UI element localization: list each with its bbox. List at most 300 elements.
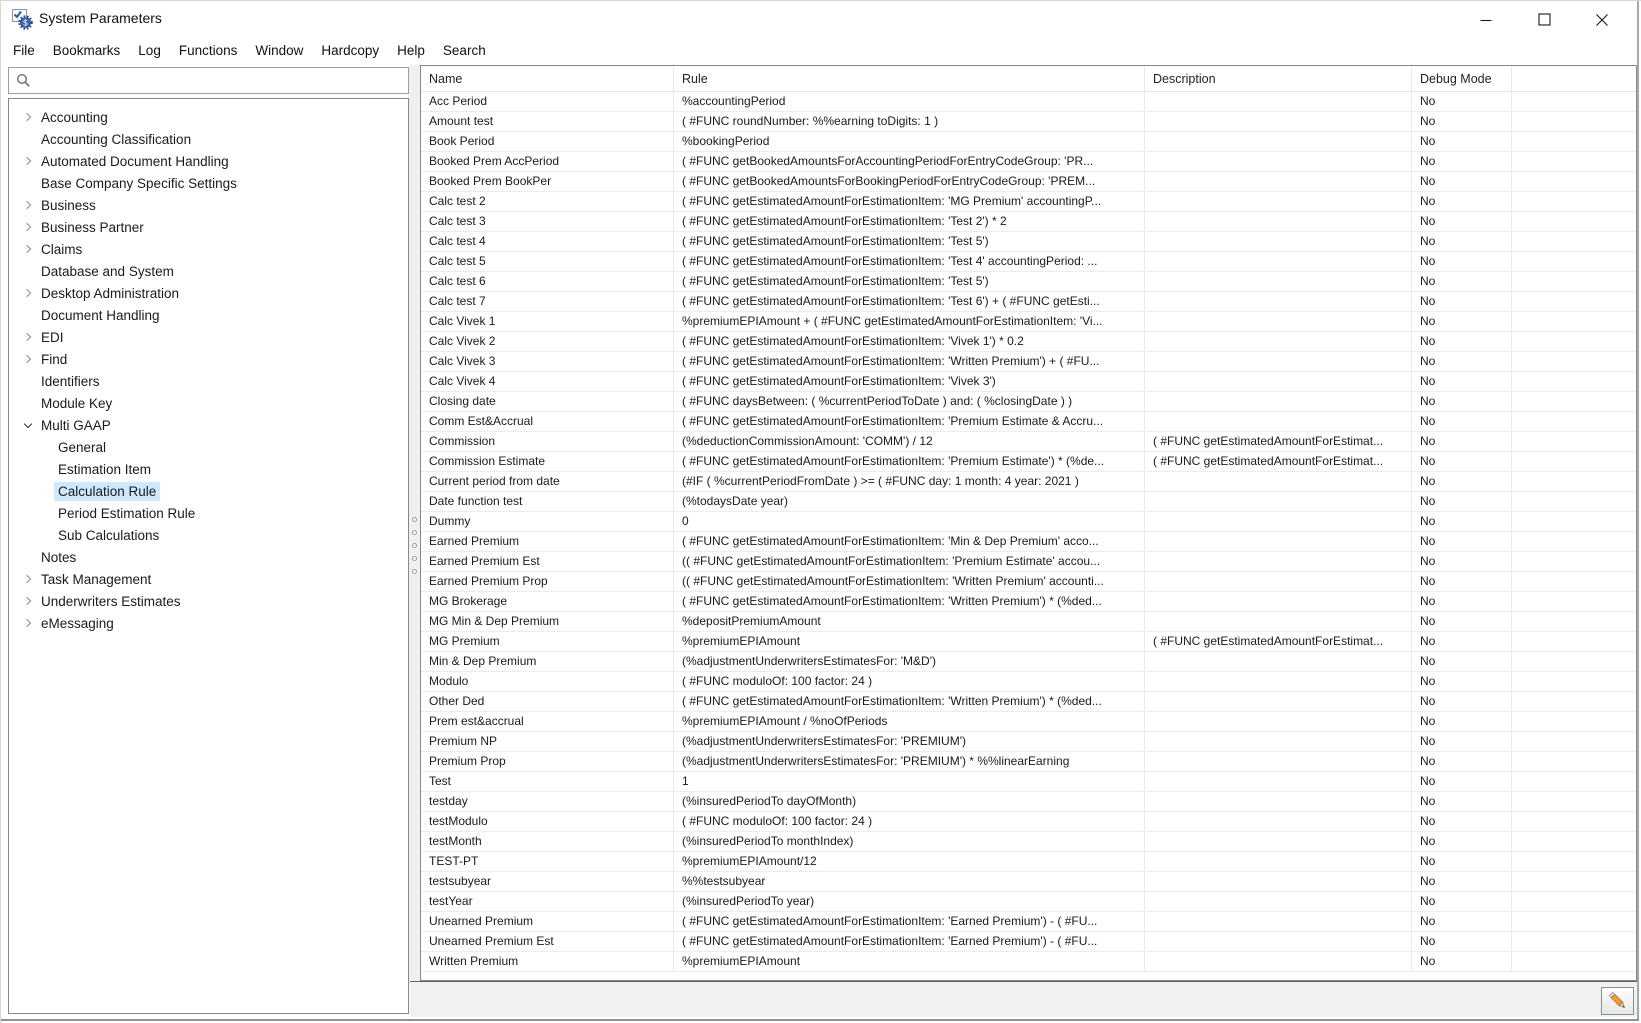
cell-rule: (%adjustmentUnderwritersEstimatesFor: 'PREMIUM') * %%linearEarning	[674, 752, 1145, 772]
cell-filler	[1512, 392, 1636, 412]
sidebar-item-sub-calculations[interactable]	[9, 524, 408, 546]
cell-name: Closing date	[421, 392, 674, 412]
splitter-grip-dot	[412, 543, 417, 548]
cell-description	[1145, 292, 1412, 312]
status-bar	[410, 981, 1637, 1017]
cell-description	[1145, 372, 1412, 392]
cell-description	[1145, 572, 1412, 592]
sidebar-item-business-partner[interactable]	[9, 216, 408, 238]
cell-name: Booked Prem BookPer	[421, 172, 674, 192]
cell-filler	[1512, 92, 1636, 112]
cell-rule: %depositPremiumAmount	[674, 612, 1145, 632]
table-row[interactable]	[421, 652, 1636, 672]
cell-description	[1145, 852, 1412, 872]
pencil-icon	[1607, 990, 1629, 1012]
cell-name: MG Min & Dep Premium	[421, 612, 674, 632]
cell-rule: 0	[674, 512, 1145, 532]
table-row[interactable]	[421, 612, 1636, 632]
window-controls	[1457, 1, 1631, 38]
close-button[interactable]	[1573, 1, 1631, 38]
cell-rule: ( #FUNC getEstimatedAmountForEstimationItem: 'Written Premium') * (%ded...	[674, 692, 1145, 712]
cell-debug-mode: No	[1412, 952, 1512, 972]
tree-item-label: Identifiers	[41, 373, 100, 389]
menu-item-hardcopy[interactable]: Hardcopy	[321, 43, 380, 58]
sidebar-item-calculation-rule[interactable]	[9, 480, 408, 502]
menu-item-window[interactable]: Window	[255, 43, 304, 58]
cell-name: Book Period	[421, 132, 674, 152]
cell-description	[1145, 612, 1412, 632]
cell-filler	[1512, 472, 1636, 492]
sidebar-item-accounting-classification[interactable]	[9, 128, 408, 150]
sidebar-item-edi[interactable]	[9, 326, 408, 348]
cell-debug-mode: No	[1412, 112, 1512, 132]
tree-item-label: Underwriters Estimates	[41, 593, 181, 609]
panel-splitter[interactable]	[409, 65, 420, 981]
table-row[interactable]	[421, 812, 1636, 832]
column-header-filler	[1512, 66, 1636, 92]
cell-name: Calc test 4	[421, 232, 674, 252]
cell-rule: ( #FUNC getBookedAmountsForBookingPeriodForEntryCodeGroup: 'PREM...	[674, 172, 1145, 192]
cell-rule: (( #FUNC getEstimatedAmountForEstimationItem: 'Written Premium' accounti...	[674, 572, 1145, 592]
chevron-right-icon[interactable]	[23, 113, 31, 121]
cell-description	[1145, 712, 1412, 732]
cell-filler	[1512, 272, 1636, 292]
tree-item-label: Calculation Rule	[54, 482, 160, 501]
cell-debug-mode: No	[1412, 732, 1512, 752]
cell-filler	[1512, 892, 1636, 912]
sidebar-item-automated-document-handling[interactable]	[9, 150, 408, 172]
chevron-down-icon[interactable]	[24, 420, 32, 428]
tree-item-label: Sub Calculations	[58, 527, 160, 543]
menu-item-bookmarks[interactable]: Bookmarks	[52, 43, 121, 58]
cell-name: Calc test 6	[421, 272, 674, 292]
cell-filler	[1512, 312, 1636, 332]
cell-rule: ( #FUNC getBookedAmountsForAccountingPeriodForEntryCodeGroup: 'PR...	[674, 152, 1145, 172]
cell-name: Booked Prem AccPeriod	[421, 152, 674, 172]
cell-debug-mode: No	[1412, 792, 1512, 812]
cell-name: Unearned Premium Est	[421, 932, 674, 952]
table-row[interactable]	[421, 912, 1636, 932]
cell-rule: ( #FUNC getEstimatedAmountForEstimationItem: 'Premium Estimate') * (%de...	[674, 452, 1145, 472]
sidebar-item-underwriters-estimates[interactable]	[9, 590, 408, 612]
chevron-right-icon[interactable]	[23, 201, 31, 209]
cell-debug-mode: No	[1412, 612, 1512, 632]
cell-filler	[1512, 852, 1636, 872]
search-input[interactable]	[37, 70, 408, 91]
window-right-border	[1637, 1, 1639, 1021]
menu-bar	[1, 38, 1637, 64]
table-row[interactable]	[421, 792, 1636, 812]
cell-description	[1145, 532, 1412, 552]
cell-rule: ( #FUNC getEstimatedAmountForEstimationItem: 'Min & Dep Premium' acco...	[674, 532, 1145, 552]
sidebar-item-emessaging[interactable]	[9, 612, 408, 634]
cell-rule: ( #FUNC getEstimatedAmountForEstimationItem: 'Test 6') + ( #FUNC getEsti...	[674, 292, 1145, 312]
tree-item-label: eMessaging	[41, 615, 114, 631]
menu-item-functions[interactable]: Functions	[178, 43, 238, 58]
cell-description	[1145, 872, 1412, 892]
cell-name: Calc test 2	[421, 192, 674, 212]
cell-name: testMonth	[421, 832, 674, 852]
cell-filler	[1512, 332, 1636, 352]
cell-name: Acc Period	[421, 92, 674, 112]
cell-name: Premium Prop	[421, 752, 674, 772]
table-row[interactable]	[421, 292, 1636, 312]
minimize-button[interactable]	[1457, 1, 1515, 38]
column-header-rule[interactable]: Rule	[674, 66, 1145, 92]
cell-rule: (%deductionCommissionAmount: 'COMM') / 12	[674, 432, 1145, 452]
table-row[interactable]	[421, 892, 1636, 912]
table-row[interactable]	[421, 832, 1636, 852]
table-row[interactable]	[421, 132, 1636, 152]
tree-item-label: EDI	[41, 329, 64, 345]
cell-rule: ( #FUNC daysBetween: ( %currentPeriodToDate ) and: ( %closingDate ) )	[674, 392, 1145, 412]
chevron-right-icon[interactable]	[23, 223, 31, 231]
cell-description	[1145, 492, 1412, 512]
sidebar-item-notes[interactable]	[9, 546, 408, 568]
cell-rule: ( #FUNC getEstimatedAmountForEstimationItem: 'Test 5')	[674, 232, 1145, 252]
tree-indent-spacer	[19, 260, 37, 282]
cell-filler	[1512, 352, 1636, 372]
cell-debug-mode: No	[1412, 592, 1512, 612]
table-row[interactable]	[421, 432, 1636, 452]
cell-description	[1145, 812, 1412, 832]
cell-rule: %premiumEPIAmount + ( #FUNC getEstimatedAmountForEstimationItem: 'Vi...	[674, 312, 1145, 332]
table-row[interactable]	[421, 392, 1636, 412]
cell-debug-mode: No	[1412, 432, 1512, 452]
cell-description	[1145, 352, 1412, 372]
cell-debug-mode: No	[1412, 252, 1512, 272]
table-row[interactable]	[421, 352, 1636, 372]
cell-description	[1145, 312, 1412, 332]
cell-description	[1145, 332, 1412, 352]
table-row[interactable]	[421, 92, 1636, 112]
cell-filler	[1512, 752, 1636, 772]
sidebar-item-general[interactable]	[9, 436, 408, 458]
table-row[interactable]	[421, 632, 1636, 652]
parameters-table	[420, 65, 1637, 981]
cell-debug-mode: No	[1412, 912, 1512, 932]
sidebar-item-module-key[interactable]	[9, 392, 408, 414]
cell-filler	[1512, 692, 1636, 712]
cell-filler	[1512, 812, 1636, 832]
cell-debug-mode: No	[1412, 772, 1512, 792]
cell-rule: %premiumEPIAmount / %noOfPeriods	[674, 712, 1145, 732]
cell-rule: ( #FUNC getEstimatedAmountForEstimationItem: 'Test 5')	[674, 272, 1145, 292]
table-row[interactable]	[421, 252, 1636, 272]
cell-name: testModulo	[421, 812, 674, 832]
tree-item-label: Accounting	[41, 109, 108, 125]
table-row[interactable]	[421, 712, 1636, 732]
chevron-right-icon[interactable]	[23, 619, 31, 627]
chevron-right-icon[interactable]	[23, 289, 31, 297]
cell-filler	[1512, 292, 1636, 312]
cell-rule: (#IF ( %currentPeriodFromDate ) >= ( #FUNC day: 1 month: 4 year: 2021 )	[674, 472, 1145, 492]
tree-item-label: Period Estimation Rule	[58, 505, 196, 521]
cell-debug-mode: No	[1412, 532, 1512, 552]
cell-name: Prem est&accrual	[421, 712, 674, 732]
edit-log-button[interactable]	[1601, 987, 1634, 1015]
cell-name: Premium NP	[421, 732, 674, 752]
table-row[interactable]	[421, 212, 1636, 232]
cell-filler	[1512, 872, 1636, 892]
cell-description	[1145, 652, 1412, 672]
chevron-right-icon[interactable]	[23, 597, 31, 605]
cell-filler	[1512, 432, 1636, 452]
cell-filler	[1512, 612, 1636, 632]
tree-indent-spacer	[19, 546, 37, 568]
cell-description	[1145, 412, 1412, 432]
table-row[interactable]	[421, 932, 1636, 952]
chevron-right-icon[interactable]	[23, 245, 31, 253]
cell-description	[1145, 932, 1412, 952]
table-row[interactable]	[421, 452, 1636, 472]
table-row[interactable]	[421, 852, 1636, 872]
cell-debug-mode: No	[1412, 852, 1512, 872]
tree-item-label: Notes	[41, 549, 77, 565]
cell-filler	[1512, 792, 1636, 812]
table-row[interactable]	[421, 592, 1636, 612]
tree-item-label: Module Key	[41, 395, 113, 411]
cell-name: Min & Dep Premium	[421, 652, 674, 672]
cell-debug-mode: No	[1412, 512, 1512, 532]
cell-name: Date function test	[421, 492, 674, 512]
table-row[interactable]	[421, 552, 1636, 572]
cell-filler	[1512, 372, 1636, 392]
table-row[interactable]	[421, 332, 1636, 352]
table-row[interactable]	[421, 532, 1636, 552]
search-icon	[16, 73, 31, 88]
tree-indent-spacer	[36, 502, 54, 524]
cell-filler	[1512, 572, 1636, 592]
chevron-right-icon[interactable]	[23, 333, 31, 341]
cell-name: Calc Vivek 3	[421, 352, 674, 372]
cell-description	[1145, 152, 1412, 172]
cell-name: Earned Premium	[421, 532, 674, 552]
cell-filler	[1512, 712, 1636, 732]
tree-indent-spacer	[19, 304, 37, 326]
cell-filler	[1512, 912, 1636, 932]
tree-item-label: General	[58, 439, 107, 455]
chevron-right-icon[interactable]	[23, 355, 31, 363]
cell-rule: (%adjustmentUnderwritersEstimatesFor: 'PREMIUM')	[674, 732, 1145, 752]
cell-debug-mode: No	[1412, 472, 1512, 492]
cell-name: TEST-PT	[421, 852, 674, 872]
table-row[interactable]	[421, 472, 1636, 492]
cell-filler	[1512, 212, 1636, 232]
table-row[interactable]	[421, 492, 1636, 512]
cell-rule: %bookingPeriod	[674, 132, 1145, 152]
table-row[interactable]	[421, 752, 1636, 772]
menu-item-log[interactable]: Log	[138, 43, 161, 58]
close-icon	[1595, 13, 1609, 27]
cell-name: Amount test	[421, 112, 674, 132]
cell-debug-mode: No	[1412, 312, 1512, 332]
cell-filler	[1512, 172, 1636, 192]
cell-filler	[1512, 532, 1636, 552]
cell-description: ( #FUNC getEstimatedAmountForEstimat...	[1145, 452, 1412, 472]
table-row[interactable]	[421, 572, 1636, 592]
sidebar-item-task-management[interactable]	[9, 568, 408, 590]
cell-name: Written Premium	[421, 952, 674, 972]
tree-item-label: Desktop Administration	[41, 285, 180, 301]
cell-description	[1145, 252, 1412, 272]
table-header-row	[421, 66, 1636, 92]
cell-debug-mode: No	[1412, 332, 1512, 352]
cell-filler	[1512, 512, 1636, 532]
sidebar-item-period-estimation-rule[interactable]	[9, 502, 408, 524]
cell-name: Unearned Premium	[421, 912, 674, 932]
cell-name: MG Premium	[421, 632, 674, 652]
sidebar-item-database-and-system[interactable]	[9, 260, 408, 282]
cell-filler	[1512, 672, 1636, 692]
cell-name: Modulo	[421, 672, 674, 692]
cell-filler	[1512, 232, 1636, 252]
cell-rule: (%insuredPeriodTo year)	[674, 892, 1145, 912]
table-row[interactable]	[421, 872, 1636, 892]
table-body	[421, 92, 1636, 972]
maximize-button[interactable]	[1515, 1, 1573, 38]
cell-rule: ( #FUNC getEstimatedAmountForEstimationItem: 'Written Premium') * (%ded...	[674, 592, 1145, 612]
cell-rule: ( #FUNC getEstimatedAmountForEstimationItem: 'Test 4' accountingPeriod: ...	[674, 252, 1145, 272]
tree-item-label: Business	[41, 197, 96, 213]
cell-debug-mode: No	[1412, 672, 1512, 692]
sidebar-item-identifiers[interactable]	[9, 370, 408, 392]
menu-item-help[interactable]: Help	[397, 43, 425, 58]
cell-rule: ( #FUNC moduloOf: 100 factor: 24 )	[674, 812, 1145, 832]
cell-rule: ( #FUNC getEstimatedAmountForEstimationItem: 'MG Premium' accountingP...	[674, 192, 1145, 212]
cell-description	[1145, 232, 1412, 252]
cell-description	[1145, 732, 1412, 752]
cell-debug-mode: No	[1412, 452, 1512, 472]
cell-filler	[1512, 192, 1636, 212]
cell-description	[1145, 512, 1412, 532]
cell-debug-mode: No	[1412, 572, 1512, 592]
cell-rule: %premiumEPIAmount	[674, 632, 1145, 652]
chevron-right-icon[interactable]	[23, 157, 31, 165]
cell-filler	[1512, 652, 1636, 672]
cell-rule: (%todaysDate year)	[674, 492, 1145, 512]
cell-description	[1145, 952, 1412, 972]
table-row[interactable]	[421, 952, 1636, 972]
table-row[interactable]	[421, 152, 1636, 172]
cell-filler	[1512, 832, 1636, 852]
sidebar-item-accounting[interactable]	[9, 106, 408, 128]
table-row[interactable]	[421, 772, 1636, 792]
cell-debug-mode: No	[1412, 212, 1512, 232]
cell-debug-mode: No	[1412, 812, 1512, 832]
cell-rule: %premiumEPIAmount	[674, 952, 1145, 972]
cell-rule: ( #FUNC getEstimatedAmountForEstimationItem: 'Premium Estimate & Accru...	[674, 412, 1145, 432]
table-row[interactable]	[421, 192, 1636, 212]
tree-item-label: Document Handling	[41, 307, 160, 323]
tree-indent-spacer	[19, 128, 37, 150]
cell-description	[1145, 692, 1412, 712]
cell-name: Calc Vivek 2	[421, 332, 674, 352]
tree-item-label: Find	[41, 351, 68, 367]
menu-item-search[interactable]: Search	[442, 43, 486, 58]
table-row[interactable]	[421, 172, 1636, 192]
cell-filler	[1512, 772, 1636, 792]
maximize-icon	[1539, 14, 1550, 25]
cell-filler	[1512, 632, 1636, 652]
title-bar	[1, 1, 1637, 38]
cell-name: Calc Vivek 4	[421, 372, 674, 392]
column-header-description[interactable]: Description	[1145, 66, 1412, 92]
cell-rule: ( #FUNC getEstimatedAmountForEstimationItem: 'Earned Premium') - ( #FU...	[674, 932, 1145, 952]
table-row[interactable]	[421, 512, 1636, 532]
cell-filler	[1512, 552, 1636, 572]
sidebar-item-estimation-item[interactable]	[9, 458, 408, 480]
table-row[interactable]	[421, 672, 1636, 692]
tree-indent-spacer	[36, 480, 54, 502]
table-row[interactable]	[421, 312, 1636, 332]
cell-debug-mode: No	[1412, 552, 1512, 572]
tree-indent-spacer	[19, 370, 37, 392]
tree-item-label: Database and System	[41, 263, 174, 279]
cell-rule: %accountingPeriod	[674, 92, 1145, 112]
chevron-right-icon[interactable]	[23, 575, 31, 583]
table-row[interactable]	[421, 232, 1636, 252]
cell-description	[1145, 472, 1412, 492]
tree-item-label: Base Company Specific Settings	[41, 175, 237, 191]
cell-debug-mode: No	[1412, 372, 1512, 392]
cell-description	[1145, 832, 1412, 852]
tree-item-label: Claims	[41, 241, 83, 257]
cell-debug-mode: No	[1412, 132, 1512, 152]
cell-filler	[1512, 252, 1636, 272]
table-row[interactable]	[421, 272, 1636, 292]
splitter-grip-dot	[412, 517, 417, 522]
menu-item-file[interactable]: File	[13, 43, 35, 58]
cell-debug-mode: No	[1412, 752, 1512, 772]
tree-item-label: Business Partner	[41, 219, 144, 235]
column-header-name[interactable]: Name	[421, 66, 674, 92]
cell-name: Other Ded	[421, 692, 674, 712]
cell-rule: (%insuredPeriodTo dayOfMonth)	[674, 792, 1145, 812]
sidebar-item-business[interactable]	[9, 194, 408, 216]
sidebar-item-document-handling[interactable]	[9, 304, 408, 326]
table-row[interactable]	[421, 692, 1636, 712]
sidebar-item-desktop-administration[interactable]	[9, 282, 408, 304]
cell-debug-mode: No	[1412, 152, 1512, 172]
splitter-grip-dot	[412, 556, 417, 561]
category-tree	[8, 98, 409, 1014]
column-header-debug-mode[interactable]: Debug Mode	[1412, 66, 1512, 92]
cell-rule: ( #FUNC getEstimatedAmountForEstimationItem: 'Vivek 1') * 0.2	[674, 332, 1145, 352]
table-row[interactable]	[421, 732, 1636, 752]
cell-rule: (%adjustmentUnderwritersEstimatesFor: 'M&D')	[674, 652, 1145, 672]
splitter-grip-dot	[412, 569, 417, 574]
sidebar-item-find[interactable]	[9, 348, 408, 370]
table-row[interactable]	[421, 372, 1636, 392]
svg-text:$: $	[22, 18, 29, 29]
cell-filler	[1512, 952, 1636, 972]
table-row[interactable]	[421, 412, 1636, 432]
table-row[interactable]	[421, 112, 1636, 132]
cell-name: testday	[421, 792, 674, 812]
sidebar-item-claims[interactable]	[9, 238, 408, 260]
sidebar-item-multi-gaap[interactable]	[9, 414, 408, 436]
cell-filler	[1512, 412, 1636, 432]
cell-description	[1145, 752, 1412, 772]
cell-rule: ( #FUNC getEstimatedAmountForEstimationItem: 'Test 2') * 2	[674, 212, 1145, 232]
tree-item-label: Automated Document Handling	[41, 153, 229, 169]
cell-debug-mode: No	[1412, 352, 1512, 372]
window-bottom-border	[1, 1019, 1639, 1021]
sidebar-item-base-company-specific-settings[interactable]	[9, 172, 408, 194]
cell-debug-mode: No	[1412, 932, 1512, 952]
cell-rule: %%testsubyear	[674, 872, 1145, 892]
